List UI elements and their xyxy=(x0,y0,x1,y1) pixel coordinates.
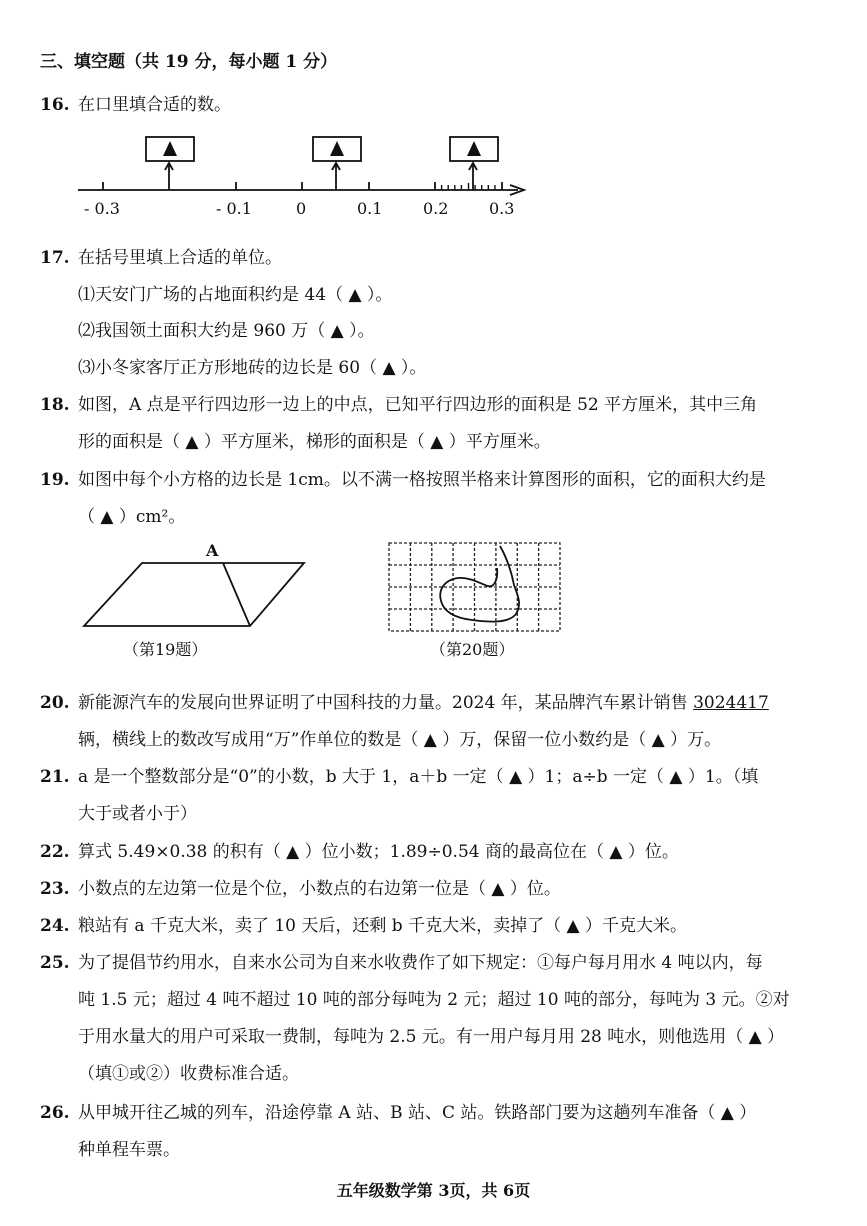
answer-box-2 xyxy=(313,137,361,161)
question-number: 16. xyxy=(40,95,70,115)
question-number: 21. xyxy=(40,767,70,787)
question-24 xyxy=(40,914,837,938)
triangle-symbol xyxy=(330,141,344,156)
arrow-2-head xyxy=(332,163,340,170)
question-number: 18. xyxy=(40,395,70,415)
question-text: 在口里填合适的数。 xyxy=(78,95,231,115)
question-17-item: ⑵我国领土面积大约是 960 万（ ▲ ）。 xyxy=(78,321,375,341)
figure-caption-19: （第19题） xyxy=(123,640,208,659)
question-18-line2: 形的面积是（ ▲ ）平方厘米，梯形的面积是（ ▲ ）平方厘米。 xyxy=(78,432,551,452)
question-25-line4: （填①或②）收费标准合适。 xyxy=(78,1064,299,1084)
parallelogram-figure xyxy=(84,563,304,626)
question-18 xyxy=(40,393,837,417)
tick-label: 0.1 xyxy=(357,199,383,218)
question-20-line2: 辆，横线上的数改写成用“万”作单位的数是（ ▲ ）万，保留一位小数约是（ ▲ ）万。 xyxy=(78,730,722,750)
question-text: 粮站有 a 千克大米，卖了 10 天后，还剩 b 千克大米，卖掉了（ ▲ ）千克大米。 xyxy=(78,916,687,936)
answer-box-3 xyxy=(450,137,498,161)
question-23 xyxy=(40,877,837,901)
question-20 xyxy=(40,691,837,715)
underlined-number: 3024417 xyxy=(693,693,769,713)
question-number: 17. xyxy=(40,248,70,268)
point-a-label: A xyxy=(206,541,219,560)
question-text: 如图中每个小方格的边长是 1cm。以不满一格按照半格来计算图形的面积，它的面积大约是 xyxy=(78,470,766,490)
arrow-3-head xyxy=(469,163,477,170)
question-text: 算式 5.49×0.38 的积有（ ▲ ）位小数；1.89÷0.54 商的最高位在（ ▲ ）位。 xyxy=(78,842,679,862)
section-title: 三、填空题（共 19 分，每小题 1 分） xyxy=(40,52,338,72)
question-text: 为了提倡节约用水，自来水公司为自来水收费作了如下规定：①每户每月用水 4 吨以内，每 xyxy=(78,953,763,973)
question-16 xyxy=(40,93,837,117)
segment-from-a xyxy=(223,563,250,626)
tick-label: 0.3 xyxy=(489,199,515,218)
arrow-1-head xyxy=(165,163,173,170)
question-number: 25. xyxy=(40,953,70,973)
question-number: 24. xyxy=(40,916,70,936)
question-21 xyxy=(40,765,837,789)
tick-label: 0.2 xyxy=(423,199,449,218)
irregular-shape xyxy=(440,546,519,622)
answer-box-1 xyxy=(146,137,194,161)
question-25-line2: 吨 1.5 元；超过 4 吨不超过 10 吨的部分每吨为 2 元；超过 10 吨的部分，每吨为 3 元。②对 xyxy=(78,990,790,1010)
question-25-line3: 于用水量大的用户可采取一费制，每吨为 2.5 元。有一用户每月用 28 吨水，则他选用（ ▲ ） xyxy=(78,1027,785,1047)
figure-caption-20: （第20题） xyxy=(430,640,515,659)
minor-ticks xyxy=(442,183,495,190)
question-26 xyxy=(40,1101,837,1125)
question-text: 如图，A 点是平行四边形一边上的中点，已知平行四边形的面积是 52 平方厘米，其中三角 xyxy=(78,395,758,415)
question-text: 小数点的左边第一位是个位，小数点的右边第一位是（ ▲ ）位。 xyxy=(78,879,561,899)
parallelogram xyxy=(84,563,304,626)
tick-label: - 0.1 xyxy=(216,199,252,218)
question-25 xyxy=(40,951,837,975)
question-17-item: ⑴天安门广场的占地面积约是 44（ ▲ ）。 xyxy=(78,285,393,305)
question-text: 从甲城开往乙城的列车，沿途停靠 A 站、B 站、C 站。铁路部门要为这趟列车准备（ ▲ ） xyxy=(78,1103,757,1123)
grid-border xyxy=(389,543,560,631)
question-number: 22. xyxy=(40,842,70,862)
question-19 xyxy=(40,468,837,492)
question-number: 23. xyxy=(40,879,70,899)
question-19-line2: （ ▲ ）cm²。 xyxy=(78,507,186,527)
question-text: 在括号里填上合适的单位。 xyxy=(78,248,282,268)
question-text: a 是一个整数部分是“0”的小数，b 大于 1，a＋b 一定（ ▲ ）1；a÷b 一定（ ▲ ）1。（填 xyxy=(78,767,759,787)
question-number: 20. xyxy=(40,693,70,713)
tick-label: - 0.3 xyxy=(84,199,120,218)
triangle-symbol xyxy=(467,141,481,156)
question-17-item: ⑶小冬家客厅正方形地砖的边长是 60（ ▲ ）。 xyxy=(78,358,427,378)
question-number: 19. xyxy=(40,470,70,490)
axis-arrowhead xyxy=(510,185,524,195)
question-17 xyxy=(40,246,837,270)
question-26-line2: 种单程车票。 xyxy=(78,1140,180,1160)
grid-figure xyxy=(389,543,560,631)
question-21-line2: 大于或者小于） xyxy=(78,804,197,824)
page-footer: 五年级数学第 3页，共 6页 xyxy=(336,1181,531,1200)
question-22 xyxy=(40,840,837,864)
tick-label: 0 xyxy=(296,199,307,218)
question-text: 新能源汽车的发展向世界证明了中国科技的力量。2024 年，某品牌汽车累计销售 xyxy=(78,693,694,713)
triangle-symbol xyxy=(163,141,177,156)
question-number: 26. xyxy=(40,1103,70,1123)
